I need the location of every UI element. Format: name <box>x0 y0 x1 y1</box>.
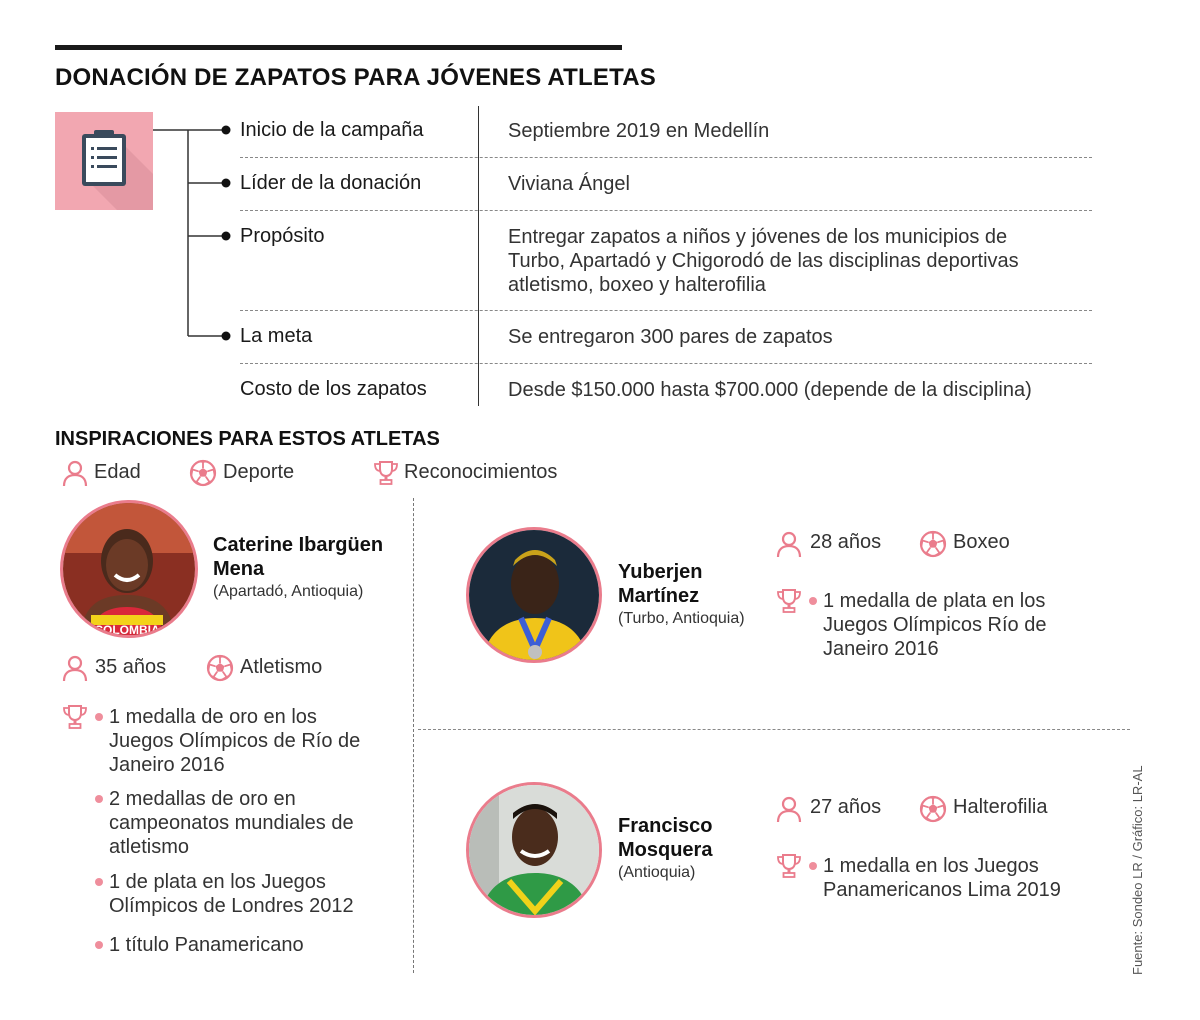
athlete-age-caterine: 35 años <box>95 656 167 678</box>
athlete-origin-yuberjen: (Turbo, Antioquia) <box>618 610 745 627</box>
soccer-ball-icon <box>919 795 947 823</box>
achievement-item: 1 medalla en los Juegos Panamericanos Lima 2019 <box>823 855 1061 901</box>
column-divider <box>413 498 414 973</box>
row-separator <box>240 210 1092 211</box>
row-label-leader: Líder de la donación <box>240 172 422 194</box>
person-icon <box>775 795 803 823</box>
athlete-photo-yuberjen <box>466 527 602 663</box>
athlete-sport-francisco: Halterofilia <box>953 796 1048 818</box>
row-divider <box>418 729 1130 730</box>
person-icon <box>775 530 803 558</box>
soccer-ball-icon <box>919 530 947 558</box>
clipboard-icon <box>55 112 153 210</box>
connector-tree <box>150 120 240 350</box>
athlete-sport-yuberjen: Boxeo <box>953 531 1010 553</box>
row-value-purpose: Entregar zapatos a niños y jóvenes de los municipios de Turbo, Apartadó y Chigorodó de las disciplinas deportivas atletismo, boxeo y halterofilia <box>508 226 1019 296</box>
athlete-origin-francisco: (Antioquia) <box>618 864 696 881</box>
athlete-origin-caterine: (Apartadó, Antioquia) <box>213 583 364 600</box>
achievement-item: 2 medallas de oro en campeonatos mundiales de atletismo <box>109 788 354 858</box>
top-rule <box>55 45 622 50</box>
athlete-name-francisco: Francisco Mosquera <box>618 815 713 861</box>
soccer-ball-icon <box>189 459 217 487</box>
soccer-ball-icon <box>206 654 234 682</box>
row-separator <box>240 157 1092 158</box>
athlete-photo-caterine <box>60 500 198 638</box>
achievement-item: 1 medalla de plata en los Juegos Olímpicos Río de Janeiro 2016 <box>823 590 1047 660</box>
row-label-purpose: Propósito <box>240 225 325 247</box>
athlete-age-francisco: 27 años <box>810 796 882 818</box>
achievement-item: 1 de plata en los Juegos Olímpicos de Londres 2012 <box>109 871 354 917</box>
athlete-sport-caterine: Atletismo <box>240 656 323 678</box>
athlete-name-yuberjen: Yuberjen Martínez <box>618 561 703 607</box>
achievement-bullet <box>95 878 103 886</box>
table-divider <box>478 106 479 406</box>
row-value-leader: Viviana Ángel <box>508 173 630 195</box>
legend-sport: Deporte <box>223 461 295 483</box>
row-value-goal: Se entregaron 300 pares de zapatos <box>508 326 833 348</box>
person-icon <box>61 654 89 682</box>
athlete-photo-francisco <box>466 782 602 918</box>
athlete-age-yuberjen: 28 años <box>810 531 882 553</box>
achievement-bullet <box>809 862 817 870</box>
jersey-text: COLOMBIA <box>94 623 160 635</box>
achievement-bullet <box>95 941 103 949</box>
row-label-cost: Costo de los zapatos <box>240 378 427 400</box>
row-label-goal: La meta <box>240 325 313 347</box>
legend-age: Edad <box>94 461 141 483</box>
athlete-name-caterine: Caterine Ibargüen Mena <box>213 534 384 580</box>
achievement-bullet <box>95 795 103 803</box>
achievement-item: 1 título Panamericano <box>109 934 304 956</box>
row-separator <box>240 363 1092 364</box>
trophy-icon <box>775 852 803 880</box>
source-credit: Fuente: Sondeo LR / Gráfico: LR-AL <box>1130 765 1145 975</box>
inspirations-heading: INSPIRACIONES PARA ESTOS ATLETAS <box>55 428 440 450</box>
achievement-bullet <box>809 597 817 605</box>
achievement-bullet <box>95 713 103 721</box>
legend-awards: Reconocimientos <box>404 461 558 483</box>
infographic-title: DONACIÓN DE ZAPATOS PARA JÓVENES ATLETAS <box>55 64 656 91</box>
achievement-item: 1 medalla de oro en los Juegos Olímpicos de Río de Janeiro 2016 <box>109 706 361 776</box>
trophy-icon <box>775 587 803 615</box>
trophy-icon <box>61 703 89 731</box>
row-value-cost: Desde $150.000 hasta $700.000 (depende de la disciplina) <box>508 379 1032 401</box>
row-separator <box>240 310 1092 311</box>
row-label-start: Inicio de la campaña <box>240 119 424 141</box>
person-icon <box>61 459 89 487</box>
trophy-icon <box>372 459 400 487</box>
row-value-start: Septiembre 2019 en Medellín <box>508 120 770 142</box>
